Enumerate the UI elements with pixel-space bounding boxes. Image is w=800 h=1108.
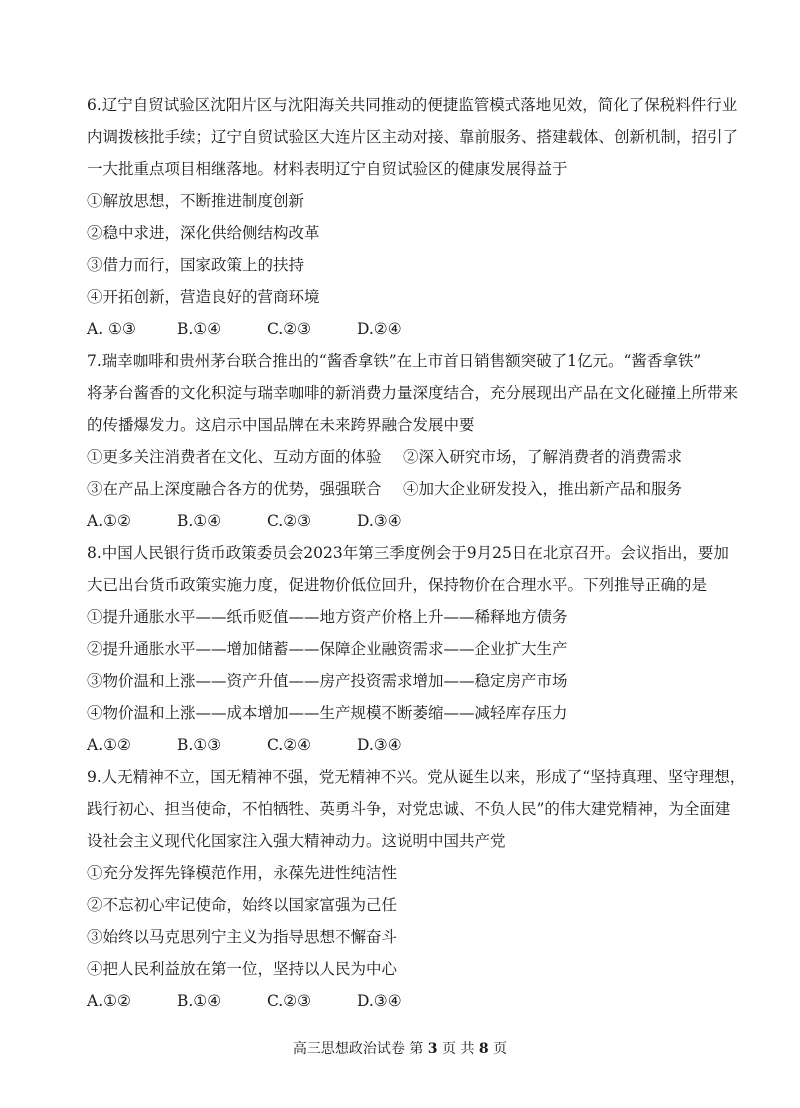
q7-stem-line-2: 将茅台酱香的文化积淀与瑞幸咖啡的新消费力量深度结合，充分展现出产品在文化碰撞上所带来 [87,384,739,402]
q8-options [87,735,727,755]
q7-item-1: ①更多关注消费者在文化、互动方面的体验 [87,448,382,466]
q9-item-1: ①充分发挥先锋模范作用，永葆先进性纯洁性 [87,864,398,882]
q9-item-3: ③始终以马克思列宁主义为指导思想不懈奋斗 [87,928,398,946]
q9-option-c[interactable]: C.②③ [267,992,312,1010]
q8-item-1: ①提升通胀水平——纸币贬值——地方资产价格上升——稀释地方债务 [87,608,568,626]
q7-stem-line-1: 7.瑞幸咖啡和贵州茅台联合推出的“酱香拿铁”在上市首日销售额突破了1亿元。“酱香拿铁” [87,352,702,370]
q6-item-3: ③借力而行，国家政策上的扶持 [87,256,305,274]
q6-option-a[interactable]: A. ①③ [87,320,136,338]
q7-options [87,511,727,531]
q9-stem-line-2: 践行初心、担当使命，不怕牺牲、英勇斗争，对党忠诚、不负人民”的伟大建党精神，为全面建 [87,800,731,818]
q7-option-b[interactable]: B.①④ [177,512,222,530]
q7-items-row-2 [87,479,727,499]
q8-option-b[interactable]: B.①③ [177,736,222,754]
footer-middle: 页 共 [437,1041,479,1057]
q8-item-3: ③物价温和上涨——资产升值——房产投资需求增加——稳定房产市场 [87,672,568,690]
q9-stem-line-3: 设社会主义现代化国家注入强大精神动力。这说明中国共产党 [87,832,506,850]
q7-option-a[interactable]: A.①② [87,512,131,530]
q7-option-c[interactable]: C.②③ [267,512,312,530]
q9-stem-line-1: 9.人无精神不立，国无精神不强，党无精神不兴。党从诞生以来，形成了“坚持真理、坚守理想， [87,768,746,786]
q7-item-3: ③在产品上深度融合各方的优势，强强联合 [87,480,382,498]
q8-option-d[interactable]: D.③④ [357,736,402,754]
footer-prefix: 高三思想政治试卷 第 [292,1041,428,1057]
q9-option-b[interactable]: B.①④ [177,992,222,1010]
q6-options [87,319,727,339]
q7-item-4: ④加大企业研发投入，推出新产品和服务 [403,480,683,498]
q9-option-d[interactable]: D.③④ [357,992,402,1010]
q6-item-4: ④开拓创新，营造良好的营商环境 [87,288,320,306]
q6-stem-line-1: 6.辽宁自贸试验区沈阳片区与沈阳海关共同推动的便捷监管模式落地见效，简化了保税料件行业 [87,96,738,114]
q7-stem-line-3: 的传播爆发力。这启示中国品牌在未来跨界融合发展中要 [87,416,475,434]
q9-option-a[interactable]: A.①② [87,992,131,1010]
q6-stem-line-3: 一大批重点项目相继落地。材料表明辽宁自贸试验区的健康发展得益于 [87,160,568,178]
q6-item-2: ②稳中求进，深化供给侧结构改革 [87,224,320,242]
page-footer [0,1040,800,1058]
q9-options [87,991,727,1011]
footer-total-pages: 8 [478,1041,489,1057]
q8-item-4: ④物价温和上涨——成本增加——生产规模不断萎缩——减轻库存压力 [87,704,568,722]
q9-item-4: ④把人民利益放在第一位，坚持以人民为中心 [87,960,398,978]
footer-page-number: 3 [427,1041,438,1057]
footer-suffix: 页 [488,1041,508,1057]
q8-stem-line-2: 大已出台货币政策实施力度，促进物价低位回升，保持物价在合理水平。下列推导正确的是 [87,576,708,594]
q7-option-d[interactable]: D.③④ [357,512,402,530]
q7-item-2: ②深入研究市场，了解消费者的消费需求 [403,448,683,466]
q8-stem-line-1: 8.中国人民银行货币政策委员会2023年第三季度例会于9月25日在北京召开。会议指出，要加 [87,544,729,562]
q6-option-d[interactable]: D.②④ [357,320,402,338]
q8-option-c[interactable]: C.②④ [267,736,312,754]
q6-stem-line-2: 内调拨核批手续；辽宁自贸试验区大连片区主动对接、靠前服务、搭建载体、创新机制，招引了 [87,128,739,146]
q9-item-2: ②不忘初心牢记使命，始终以国家富强为己任 [87,896,398,914]
q8-item-2: ②提升通胀水平——增加储蓄——保障企业融资需求——企业扩大生产 [87,640,568,658]
q7-items-row-1 [87,447,727,467]
q6-option-c[interactable]: C.②③ [267,320,312,338]
q6-option-b[interactable]: B.①④ [177,320,222,338]
q8-option-a[interactable]: A.①② [87,736,131,754]
q6-item-1: ①解放思想，不断推进制度创新 [87,192,305,210]
